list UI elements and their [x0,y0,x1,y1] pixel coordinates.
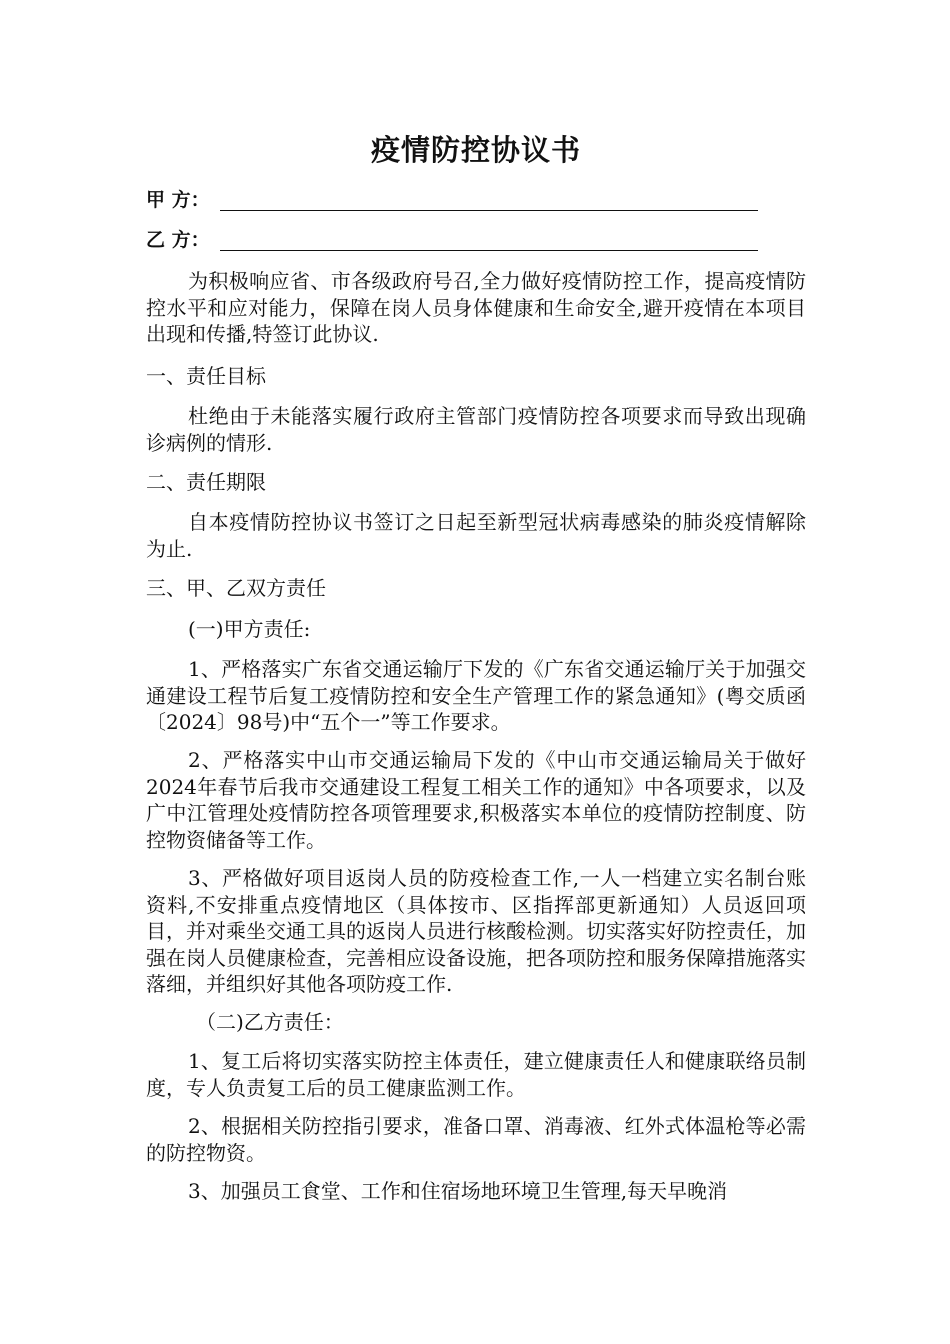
section3-heading: 三、甲、乙双方责任 [146,576,326,600]
party-b-blank-line [220,228,758,251]
party-b-item-2: 2、根据相关防控指引要求，准备口罩、消毒液、红外式体温枪等必需的防控物资。 [146,1114,806,1165]
party-b-item-1: 1、复工后将切实落实防控主体责任，建立健康责任人和健康联络员制度，专人负责复工后的员工健康监测工作。 [146,1049,806,1100]
party-a-item-1: 1、严格落实广东省交通运输厅下发的《广东省交通运输厅关于加强交通建设工程节后复工疫情防控和安全生产管理工作的紧急通知》(粤交质函〔2024〕98号)中“五个一”等工作要求。 [146,657,806,734]
intro-paragraph: 为积极响应省、市各级政府号召,全力做好疫情防控工作，提高疫情防控水平和应对能力，保障在岗人员身体健康和生命安全,避开疫情在本项目出现和传播,特签订此协议. [146,269,806,346]
party-b-responsibility-heading: （二)乙方责任： [196,1010,344,1034]
party-a-responsibility-heading: (一)甲方责任: [188,617,311,641]
party-a-blank-line [220,188,758,211]
party-b-item-3: 3、加强员工食堂、工作和住宿场地环境卫生管理,每天早晚消 [188,1179,728,1203]
party-a-label: 甲 方： [146,189,210,211]
party-b-label: 乙 方： [146,229,210,251]
section2-heading: 二、责任期限 [146,470,266,494]
party-a-field [146,186,758,214]
section1-body: 杜绝由于未能落实履行政府主管部门疫情防控各项要求而导致出现确诊病例的情形. [146,404,806,455]
party-a-item-2: 2、严格落实中山市交通运输局下发的《中山市交通运输局关于做好2024年春节后我市交通建设工程复工相关工作的通知》中各项要求，以及广中江管理处疫情防控各项管理要求,积极落实本单位的疫情防控制度、防控物资储备等工作。 [146,748,806,852]
section2-body: 自本疫情防控协议书签订之日起至新型冠状病毒感染的肺炎疫情解除为止. [146,510,806,561]
section1-heading: 一、责任目标 [146,364,266,388]
document-title: 疫情防控协议书 [370,133,581,167]
party-a-item-3: 3、严格做好项目返岗人员的防疫检查工作,一人一档建立实名制台账资料,不安排重点疫情地区（具体按市、区指挥部更新通知）人员返回项目，并对乘坐交通工具的返岗人员进行核酸检测。切实落实好防控责任，加强在岗人员健康检查，完善相应设备设施，把各项防控和服务保障措施落实落细，并组织好其他各项防疫工作. [146,866,806,996]
party-b-field [146,226,758,254]
